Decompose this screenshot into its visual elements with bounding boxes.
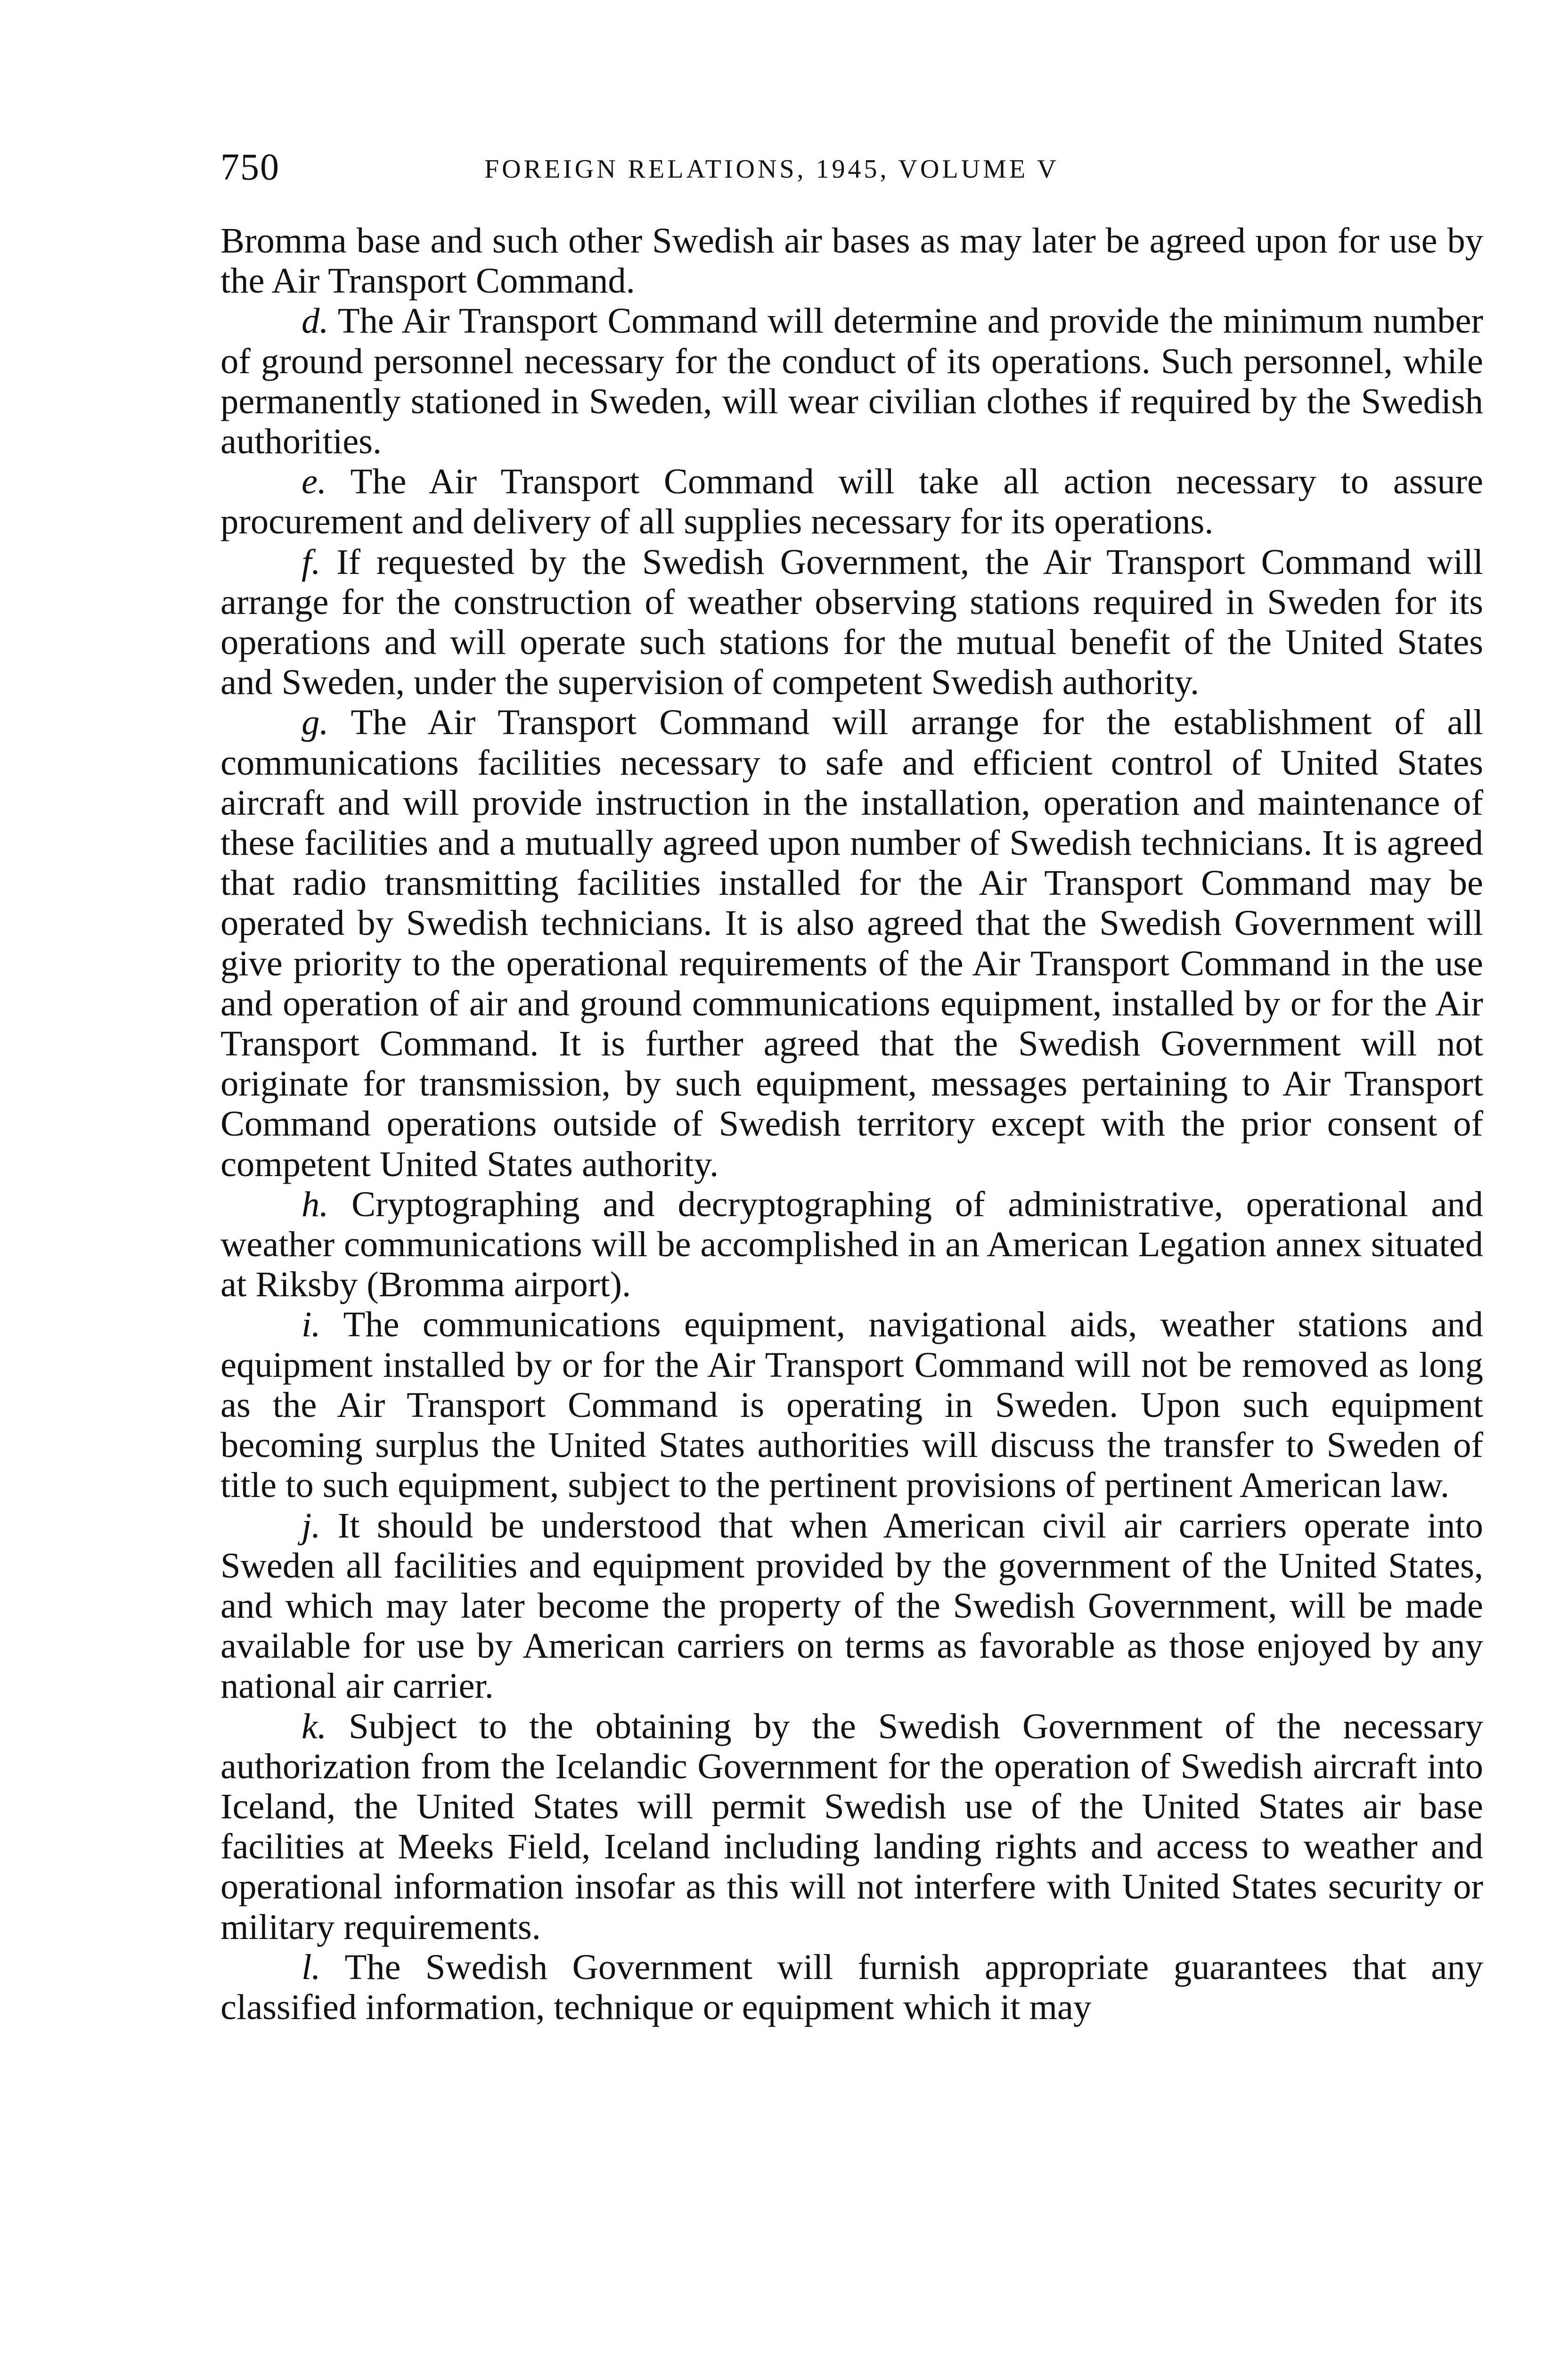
paragraph-text: The Air Transport Command will determine and provide the minimum number of ground personnel necessary for the conduct of its operations. Such personnel, while permanently stationed in Sweden, will wear civilian clothes if required by the Swedish authorities. <box>220 301 1483 462</box>
paragraph-d <box>220 301 1483 461</box>
item-letter: h. <box>302 1184 329 1224</box>
paragraph-text: If requested by the Swedish Government, the Air Transport Command will arrange for the construction of weather observing stations required in Sweden for its operations and will operate such stations for the mutual benefit of the United States and Sweden, under the supervision of competent Swedish authority. <box>220 541 1483 703</box>
item-letter: l. <box>302 1947 321 1987</box>
item-letter: k. <box>302 1706 327 1746</box>
paragraph-j <box>220 1505 1483 1706</box>
paragraph-e <box>220 461 1483 541</box>
document-page <box>220 141 1483 2027</box>
page-number: 750 <box>220 147 280 188</box>
paragraph-l <box>220 1947 1483 2027</box>
paragraph-text: The Air Transport Command will arrange for the establishment of all communications facilities necessary to safe and efficient control of United States aircraft and will provide instruction in the installation, operation and maintenance of these facilities and a mutually agreed upon number of Swedish technicians. It is agreed that radio transmitting facilities installed for the Air Transport Command may be operated by Swedish technicians. It is also agreed that the Swedish Government will give priority to the operational requirements of the Air Transport Command in the use and operation of air and ground communications equipment, installed by or for the Air Transport Command. It is further agreed that the Swedish Government will not originate for transmission, by such equipment, messages pertaining to Air Transport Command operations outside of Swedish territory except with the prior consent of competent United States authority. <box>220 702 1484 1184</box>
item-letter: j. <box>302 1505 321 1546</box>
running-head <box>220 141 1483 193</box>
item-letter: g. <box>302 702 329 743</box>
paragraph-k <box>220 1706 1483 1947</box>
paragraph-g <box>220 702 1483 1184</box>
item-letter: e. <box>302 461 327 502</box>
paragraph-text: It should be understood that when American civil air carriers operate into Sweden all facilities and equipment provided by the government of the United States, and which may later become the property of the Swedish Government, will be made available for use by American carriers on terms as favorable as those enjoyed by any national air carrier. <box>220 1505 1483 1706</box>
paragraph-text: The Swedish Government will furnish appropriate guarantees that any classified information, technique or equipment which it may <box>220 1947 1483 2027</box>
paragraph-text: The communications equipment, navigational aids, weather stations and equipment installed by or for the Air Transport Command will not be removed as long as the Air Transport Command is operating in Sweden. Upon such equipment becoming surplus the United States authorities will discuss the transfer to Sweden of title to such equipment, subject to the pertinent provisions of pertinent American law. <box>220 1304 1484 1505</box>
item-letter: d. <box>302 301 329 341</box>
paragraph-text: The Air Transport Command will take all action necessary to assure procurement and delivery of all supplies necessary for its operations. <box>220 461 1484 542</box>
paragraph-i <box>220 1304 1483 1505</box>
item-letter: f. <box>302 541 321 582</box>
paragraph-continuation <box>220 221 1483 301</box>
paragraph-text: Bromma base and such other Swedish air bases as may later be agreed upon for use by the Air Transport Command. <box>220 221 1483 301</box>
running-title: FOREIGN RELATIONS, 1945, VOLUME V <box>484 155 1059 184</box>
body-text <box>220 221 1483 2027</box>
paragraph-text: Cryptographing and decryptographing of administrative, operational and weather communications will be accomplished in an American Legation annex situated at Riksby (Bromma airport). <box>220 1184 1483 1305</box>
paragraph-h <box>220 1184 1483 1305</box>
paragraph-text: Subject to the obtaining by the Swedish Government of the necessary authorization from the Icelandic Government for the operation of Swedish aircraft into Iceland, the United States will permit Swedish use of the United States air base facilities at Meeks Field, Iceland including landing rights and access to weather and operational information insofar as this will not interfere with United States security or military requirements. <box>220 1706 1484 1947</box>
item-letter: i. <box>302 1304 321 1345</box>
paragraph-f <box>220 542 1483 703</box>
